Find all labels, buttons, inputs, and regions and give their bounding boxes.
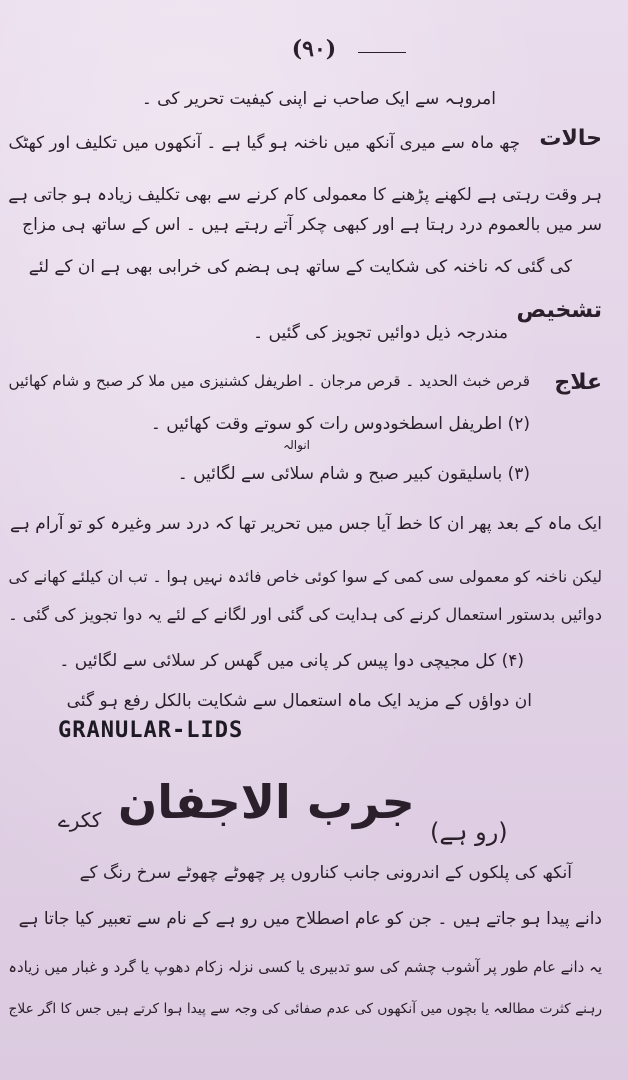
handwritten-english-label: GRANULAR-LIDS [58,718,244,743]
text-line-1: امروہہ سے ایک صاحب نے اپنی کیفیت تحریر کی ۔ [141,89,496,109]
text-line-8: (۲) اطریفل اسطخودوس رات کو سوتے وقت کھائیں ۔ [150,414,530,434]
text-line-13: (۴) کل مجیچی دوا پیس کر پانی میں گھس کر سلائی سے لگائیں ۔ [59,651,524,671]
heading-halaat: حالات [539,126,602,151]
insertion-note: انوالہ [283,438,310,452]
text-line-6: مندرجہ ذیل دوائیں تجویز کی گئیں ۔ [253,323,508,343]
text-line-16: آنکھ کی پلکوں کے اندرونی جانب کناروں پر چھوٹے چھوٹے سرخ رنگ کے [79,863,572,883]
text-line-5: کی گئی کہ ناخنہ کی شکایت کے ساتھ ہی ہضم کی خرابی بھی ہے ان کے لئے [28,257,572,277]
title-suffix: (رو ہے) [430,818,508,846]
text-line-4: سر میں بالعموم درد رہتا ہے اور کبھی چکر آتے رہتے ہیں ۔ اس کے ساتھ ہی مزاج [22,215,602,235]
text-line-17: دانے پیدا ہو جاتے ہیں ۔ جن کو عام اصطلاح میں رو ہے کے نام سے تعبیر کیا جاتا ہے [18,909,602,929]
text-line-7: قرص خبث الحدید ۔ قرص مرجان ۔ اطریفل کشنیزی میں ملا کر صبح و شام کھائیں [8,372,530,390]
heading-tashkhees: تشخیص [516,298,602,323]
text-line-3: ہر وقت رہتی ہے لکھنے پڑھنے کا معمولی کام کرنے سے بھی تکلیف زیادہ ہو جاتی ہے [8,184,602,204]
text-line-14: ان دواؤں کے مزید ایک ماہ استعمال سے شکایت بالکل رفع ہو گئی [66,691,532,711]
text-line-2: چھ ماہ سے میری آنکھ میں ناخنہ ہو گیا ہے ۔ آنکھوں میں تکلیف اور کھٹک [8,133,520,152]
heading-ilaaj: علاج [554,370,602,395]
text-line-18: یہ دانے عام طور پر آشوب چشم کی سو تدبیری یا کسی نزلہ زکام دھوپ یا گرد و غبار میں زیادہ [8,958,602,976]
section-title: جرب الاجفان [118,775,415,829]
page-number: (۹۰) [291,36,337,62]
page-number-rule [358,52,406,53]
title-prefix: ککرے [58,808,102,832]
text-line-19: رہنے کثرت مطالعہ یا بچوں میں آنکھوں کی عدم صفائی کی وجہ سے پیدا ہوا کرتے ہیں جس کا اگر علاج [8,1001,602,1017]
text-line-11: لیکن ناخنہ کو معمولی سی کمی کے سوا کوئی خاص فائدہ نہیں ہوا ۔ تب ان کیلئے کھانے کی [8,568,602,586]
text-line-12: دوائیں بدستور استعمال کرنے کی ہدایت کی گئی اور لگانے کے لئے یہ دوا تجویز کی گئی ۔ [8,605,602,624]
text-line-9: (۳) باسلیقون کبیر صبح و شام سلائی سے لگائیں ۔ [177,464,530,484]
text-line-10: ایک ماہ کے بعد پھر ان کا خط آیا جس میں تحریر تھا کہ درد سر وغیرہ کو تو آرام ہے [9,514,602,534]
